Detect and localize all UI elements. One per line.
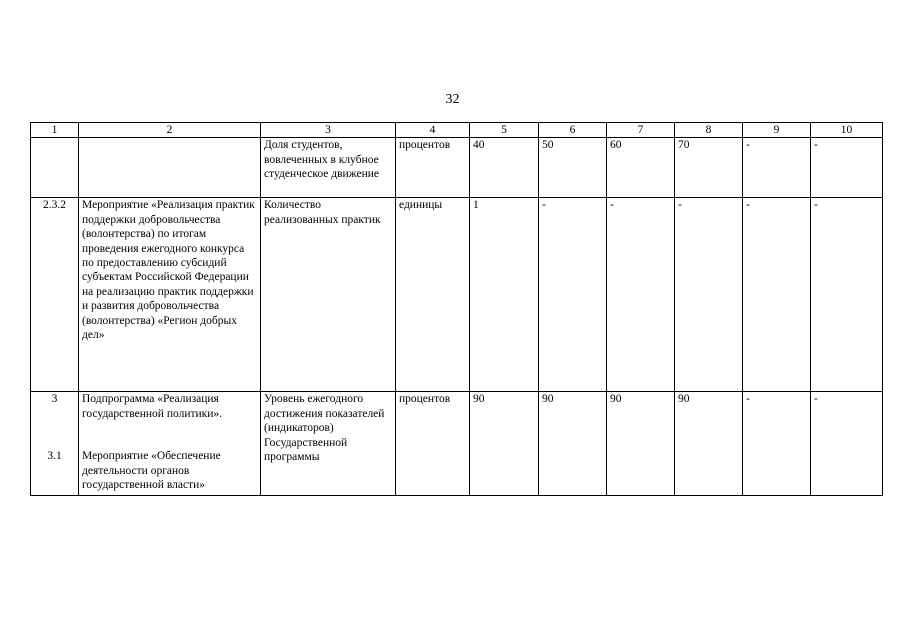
table-row <box>31 392 883 496</box>
subprogram-title: Подпрограмма «Реализация государственной политики». <box>82 393 223 420</box>
indicator-table <box>30 122 883 496</box>
value-cell: 50 <box>539 138 607 198</box>
row-number-cell <box>31 392 79 496</box>
value-cell: 40 <box>470 138 539 198</box>
value-cell: - <box>811 138 883 198</box>
header-row <box>31 123 883 138</box>
value-cell: - <box>811 392 883 496</box>
header-cell: 9 <box>743 123 811 138</box>
value-cell: 90 <box>470 392 539 496</box>
indicator-cell: Количество реализованных практик <box>261 198 396 392</box>
value-cell: - <box>743 138 811 198</box>
header-cell: 1 <box>31 123 79 138</box>
header-cell: 10 <box>811 123 883 138</box>
row-number-cell <box>31 138 79 198</box>
header-cell: 3 <box>261 123 396 138</box>
value-cell: - <box>539 198 607 392</box>
activity-title: Мероприятие «Обеспечение деятельности органов государственной власти» <box>82 450 221 492</box>
value-cell: - <box>607 198 675 392</box>
value-cell: 90 <box>675 392 743 496</box>
indicator-cell: Уровень ежегодного достижения показателей (индикаторов) Государственной программы <box>261 392 396 496</box>
subprogram-number: 3 <box>51 393 58 406</box>
value-cell: 90 <box>607 392 675 496</box>
value-cell: 90 <box>539 392 607 496</box>
header-cell: 7 <box>607 123 675 138</box>
unit-cell: единицы <box>396 198 470 392</box>
value-cell: 1 <box>470 198 539 392</box>
activity-cell <box>79 392 261 496</box>
value-cell: 70 <box>675 138 743 198</box>
indicator-cell: Доля студентов, вовлеченных в клубное студенческое движение <box>261 138 396 198</box>
value-cell: - <box>743 198 811 392</box>
header-cell: 5 <box>470 123 539 138</box>
value-cell: - <box>743 392 811 496</box>
header-cell: 6 <box>539 123 607 138</box>
header-cell: 2 <box>79 123 261 138</box>
activity-number: 3.1 <box>47 449 62 462</box>
header-cell: 4 <box>396 123 470 138</box>
row-number-cell: 2.3.2 <box>31 198 79 392</box>
activity-cell <box>79 138 261 198</box>
unit-cell: процентов <box>396 392 470 496</box>
table-row <box>31 198 883 392</box>
value-cell: - <box>675 198 743 392</box>
value-cell: - <box>811 198 883 392</box>
header-cell: 8 <box>675 123 743 138</box>
page-number: 32 <box>445 92 460 107</box>
unit-cell: процентов <box>396 138 470 198</box>
activity-cell: Мероприятие «Реализация практик поддержки добровольчества (волонтерства) по итогам проведения ежегодного конкурса по предоставлению субсидий субъектам Российской Федерации на реализацию практик поддержки и развития добровольчества (волонтерства) «Регион добрых дел» <box>79 198 261 392</box>
value-cell: 60 <box>607 138 675 198</box>
table-row <box>31 138 883 198</box>
